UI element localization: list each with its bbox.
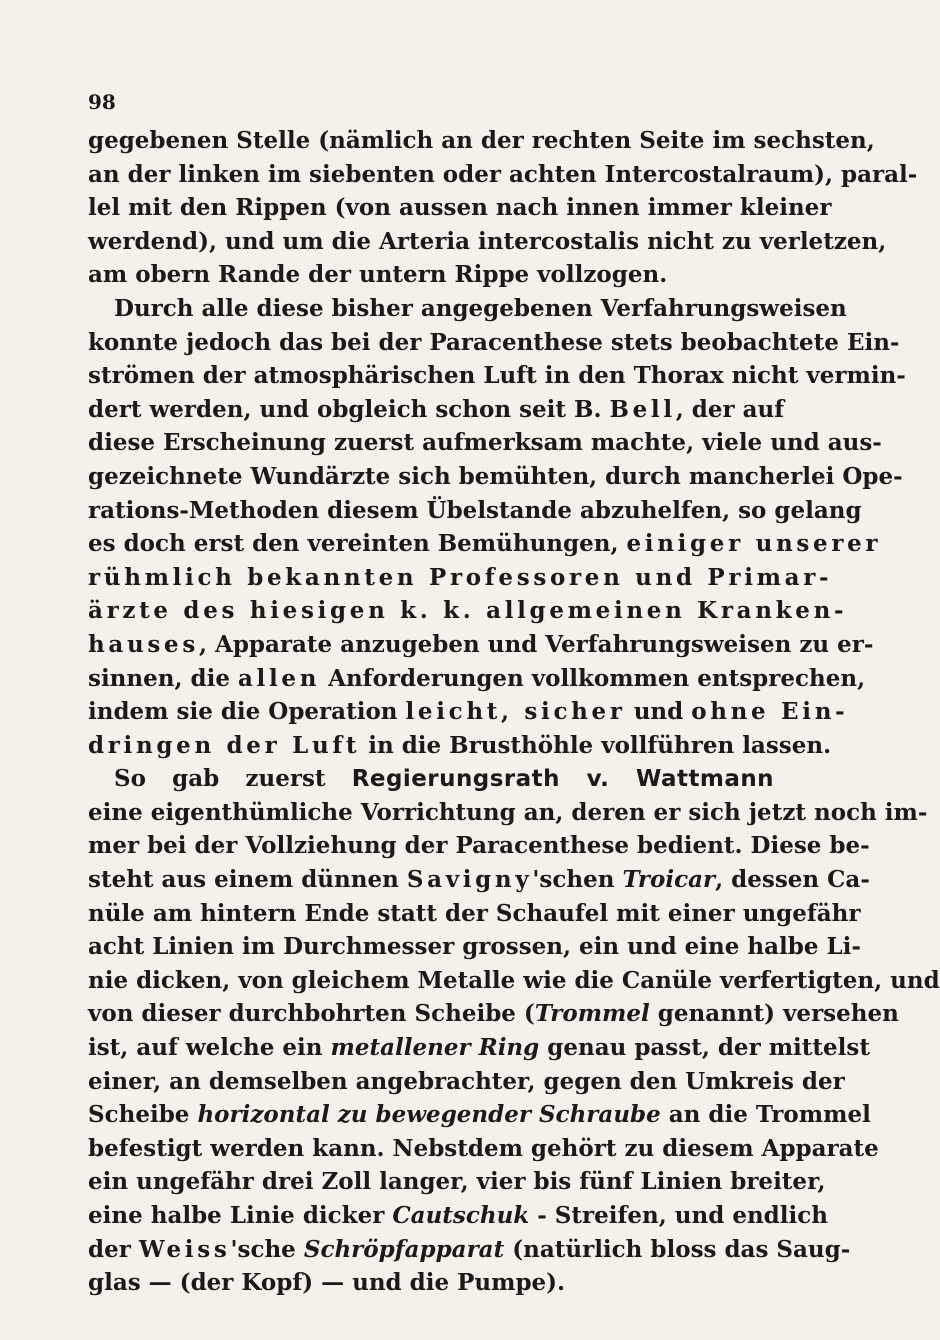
text-span: , Apparate anzugeben und Verfahrungsweisen zu er- (198, 630, 874, 658)
text-span-spaced: einiger unserer (626, 530, 882, 558)
text-span: So gab zuerst (114, 765, 352, 793)
text-line (88, 326, 900, 360)
text-span: eine halbe Linie dicker (88, 1202, 393, 1229)
text-line (88, 1233, 851, 1267)
text-line (88, 594, 848, 628)
paragraph (88, 762, 940, 1300)
text-span: Durch alle diese bisher angegebenen Verfahrungsweisen (114, 294, 847, 322)
text-span: einer, an demselben angebrachter, gegen den Umkreis der (88, 1067, 845, 1095)
text-span: nie dicken, von gleichem Metalle wie die Canüle verfertigten, und (88, 966, 940, 994)
text-line (88, 897, 861, 931)
text-span: strömen der atmosphärischen Luft in den Thorax nicht vermin- (88, 362, 906, 390)
text-span: werdend), und um die Arteria intercostalis nicht zu verletzen, (88, 227, 887, 255)
text-line (88, 964, 940, 998)
text-span: sinnen, die (88, 664, 238, 692)
text-line (88, 930, 861, 964)
text-span: genau passt, der mittelst (539, 1034, 870, 1062)
body-text (88, 124, 940, 1300)
text-span: konnte jedoch das bei der Paracenthese stets beobachtete Ein- (88, 328, 900, 356)
text-span-spaced: rühmlich bekannten Professoren und Primar- (88, 563, 833, 591)
text-line (88, 997, 899, 1031)
text-line (88, 292, 847, 326)
text-span-spaced: dringen der Luft (88, 731, 361, 759)
text-span: eine eigenthümliche Vorrichtung an, deren er sich jetzt noch im- (88, 798, 928, 826)
text-line (88, 124, 875, 158)
text-line (88, 225, 887, 259)
text-span-fraktur: Regierungsrath v. Wattmann (351, 766, 774, 793)
text-line (88, 762, 774, 796)
text-line (88, 1065, 845, 1099)
text-span: der (88, 1235, 139, 1263)
paragraph (88, 124, 918, 292)
text-span: dert werden, und obgleich schon seit B. (88, 395, 610, 423)
text-span: glas — (der Kopf) — und die Pumpe). (88, 1269, 566, 1297)
text-span: ist, auf welche ein (88, 1034, 331, 1062)
text-span-em: metallener Ring (330, 1034, 540, 1062)
text-span: Anforderungen vollkommen entsprechen, (320, 664, 866, 692)
text-span: nüle am hintern Ende statt der Schaufel mit einer ungefähr (88, 899, 861, 927)
text-span: an die Trommel (660, 1101, 871, 1129)
text-span: es doch erst den vereinten Bemühungen, (88, 530, 627, 558)
text-span-spaced: hauses (88, 630, 199, 658)
text-span-spaced: allen (237, 664, 321, 692)
text-span: ein ungefähr drei Zoll langer, vier bis fünf Linien breiter, (88, 1168, 826, 1196)
text-span: , der auf (675, 395, 785, 423)
text-span: von dieser durchbohrten Scheibe ( (88, 1000, 535, 1028)
text-line (88, 561, 833, 595)
text-span-em: Schröpfapparat (303, 1235, 505, 1263)
text-line (88, 426, 882, 460)
text-span: lel mit den Rippen (von aussen nach innen immer kleiner (88, 194, 832, 222)
text-line (88, 1165, 826, 1199)
text-span: indem sie die Operation (88, 698, 406, 726)
text-span: befestigt werden kann. Nebstdem gehört zu diesem Apparate (88, 1134, 879, 1162)
text-span: gezeichnete Wundärzte sich bemühten, durch mancherlei Ope- (88, 462, 903, 490)
text-line (88, 628, 874, 662)
text-line (88, 1266, 774, 1300)
text-span: mer bei der Vollziehung der Paracenthese bedient. Diese be- (88, 832, 870, 860)
text-span: Scheibe (88, 1101, 198, 1129)
text-span: 'schen (532, 866, 623, 894)
text-span: , dessen Ca- (715, 866, 870, 894)
text-span-em: horizontal zu bewegender Schraube (197, 1101, 661, 1129)
text-span: genannt) versehen (649, 1000, 899, 1028)
text-span-em: Troicar (622, 866, 716, 894)
text-line (88, 863, 870, 897)
text-span: - Streifen, und endlich (529, 1202, 828, 1229)
text-line (88, 829, 870, 863)
text-line (88, 258, 774, 292)
text-span-spaced: ohne Ein- (691, 698, 849, 726)
text-span-em: Trommel (534, 1000, 650, 1028)
text-line (88, 359, 906, 393)
text-span: und (625, 698, 692, 726)
text-line (88, 460, 903, 494)
text-line (88, 158, 918, 192)
text-line (88, 662, 866, 696)
text-line (88, 1098, 871, 1132)
text-span: gegebenen Stelle (nämlich an der rechten Seite im sechsten, (88, 127, 875, 154)
page-number: 98 (88, 90, 116, 114)
text-span: am obern Rande der untern Rippe vollzogen. (88, 261, 668, 289)
text-line (88, 393, 785, 427)
text-line (88, 796, 928, 830)
text-span: (natürlich bloss das Saug- (504, 1235, 851, 1263)
text-line (88, 191, 832, 225)
text-span: in die Brusthöhle vollführen lassen. (360, 731, 832, 759)
text-span-spaced: Weiss (138, 1235, 231, 1263)
paragraph (88, 292, 906, 762)
text-span: rations-Methoden diesem Übelstande abzuhelfen, so gelang (88, 496, 862, 524)
text-line (88, 494, 862, 528)
text-span: 'sche (230, 1235, 304, 1263)
text-line (88, 1132, 879, 1166)
text-span-em: Cautschuk (392, 1202, 530, 1229)
text-span-spaced: Bell (609, 395, 676, 423)
text-line (88, 695, 849, 729)
text-span: diese Erscheinung zuerst aufmerksam machte, viele und aus- (88, 429, 882, 457)
text-span-spaced: ärzte des hiesigen k. k. allgemeinen Kranken- (88, 597, 848, 625)
text-span-spaced: Savigny (406, 866, 533, 894)
text-line (88, 527, 882, 561)
text-span: an der linken im siebenten oder achten Intercostalraum), paral- (88, 160, 918, 188)
text-line (88, 1199, 828, 1233)
text-line (88, 1031, 870, 1065)
text-line (88, 729, 832, 763)
text-span-spaced: leicht, sicher (405, 698, 626, 726)
text-span: steht aus einem dünnen (88, 866, 407, 894)
text-span: acht Linien im Durchmesser grossen, ein und eine halbe Li- (88, 933, 861, 961)
